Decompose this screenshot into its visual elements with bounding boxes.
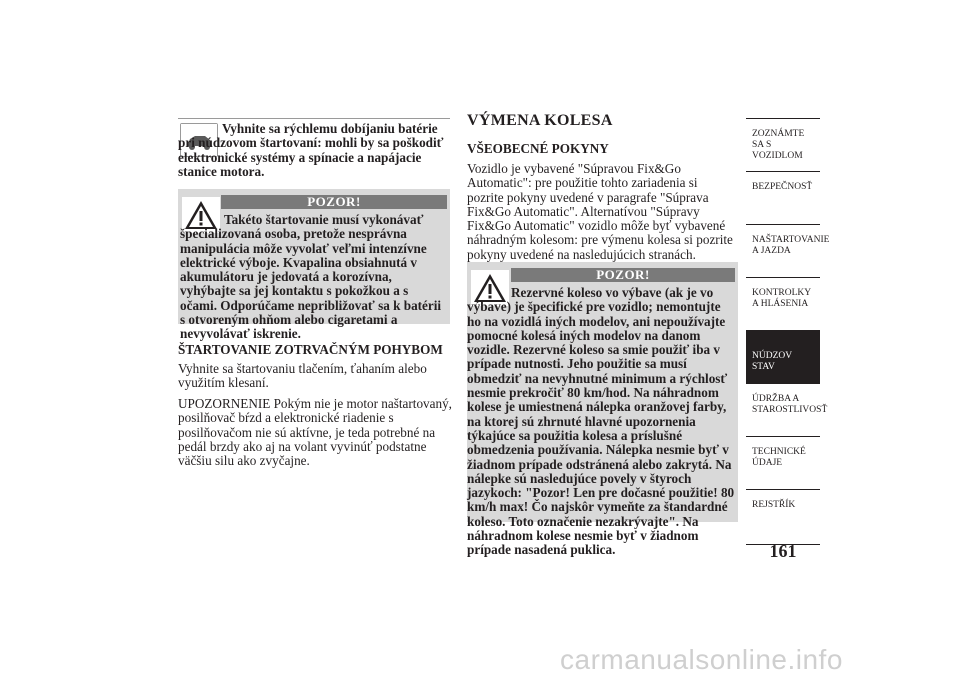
warning-text-1: Takéto štartovanie musí vykonávať špecializovaná osoba, pretože nesprávna manipulácia môže vyvolať veľmi intenzívne elektrické výboje. Kvapalina obsiahnutá v akumulátoru je jedovatá a korozívna, vyhýbajte sa jej kontaktu s pokožkou a s očami. Odporúčame nepribližovať sa k batérii s otvoreným ohňom alebo cigaretami a nevyvolávať iskrenie. (180, 212, 442, 342)
tab-udrzba[interactable]: ÚDRŽBA A STAROSTLIVOSŤ (746, 383, 820, 461)
section-heading: ŠTARTOVANIE ZOTRVAČNÝM POHYBOM (178, 342, 443, 357)
subheading: VŠEOBECNÉ POKYNY (467, 141, 609, 156)
tab-technicke-udaje[interactable]: TECHNICKÉ ÚDAJE (746, 436, 820, 514)
paragraph-1: Vyhnite sa štartovaniu tlačením, ťahaním alebo využitím klesaní. (178, 361, 427, 391)
tab-nudzov-stav[interactable]: NÚDZOV STAV (746, 330, 820, 383)
tab-rejstrik[interactable]: REJSTŘÍK (746, 489, 820, 545)
watermark: carmanualsonline.info (560, 644, 843, 675)
tab-kontrolky[interactable]: KONTROLKY A HLÁSENIA (746, 277, 820, 355)
warning-label-2: POZOR! (596, 267, 650, 282)
tab-zoznamte-sa[interactable]: ZOZNÁMTE SA S VOZIDLOM (746, 118, 820, 196)
section-title: VÝMENA KOLESA (467, 112, 613, 129)
tab-bezpecnost[interactable]: BEZPEČNOSŤ (746, 171, 820, 249)
column-divider (466, 110, 736, 111)
warning-box-1 (178, 189, 450, 342)
warning-label: POZOR! (307, 194, 361, 209)
right-paragraph: Vozidlo je vybavené "Súpravou Fix&Go Automatic": pre použitie tohto zariadenia si pozrite pokyny uvedené v paragrafe "Súprava Fix&Go Automatic". Alternatívou "Súpravy Fix&Go Automatic" vozidlo môže byť vybavené náhradným kolesom: pre výmenu kolesa si pozrite pokyny uvedené na nasledujúcich stranách. (467, 161, 733, 262)
warning-label-bar (221, 195, 447, 209)
page-number: 161 (769, 541, 797, 561)
tab-nastartovanie[interactable]: NAŠTARTOVANIE A JAZDA (746, 224, 820, 302)
paragraph-2: UPOZORNENIE Pokým nie je motor naštartovaný, posilňovač bŕzd a elektronické riadenie s posilňovačom nie sú aktívne, je teda potrebné na pedál brzdy ako aj na volant vyvinúť podstatne väčšiu silu ako zvyčajne. (178, 396, 452, 469)
warning-text-2: Rezervné koleso vo výbave (ak je vo výbave) je špecifické pre vozidlo; nemontujte ho na vozidlá iných modelov, ani nepoužívajte pomocné kolesá iných modelov na danom vozidle. Rezervné koleso sa smie použiť iba v prípade nutnosti. Jeho použitie sa musí obmedziť na nevyhnutné minimum a rýchlosť nesmie prekročiť 80 km/hod. Na náhradnom kolese je umiestnená nálepka oranžovej farby, na ktorej sú zhrnuté hlavné upozornenia týkajúce sa použitia kolesa a príslušné obmedzenia používania. Nálepka nesmie byť v žiadnom prípade odstránená alebo zakrytá. Na nálepke sú nasledujúce povely v štyroch jazykoch: "Pozor! Len pre dočasné použitie! 80 km/h max! Čo najskôr vymeňte za štandardné koleso. Toto označenie nezakrývajte". Na náhradnom kolese nesmie byť v žiadnom prípade nasadená puklica. (467, 285, 735, 558)
warning-label-bar-2 (511, 268, 735, 282)
warning-box-2 (467, 262, 738, 558)
tip-text: Vyhnite sa rýchlemu dobíjaniu batérie pri núdzovom štartovaní: mohli by sa poškodiť elektronické systémy a spínacie a napájacie stanice motora. (178, 121, 444, 179)
